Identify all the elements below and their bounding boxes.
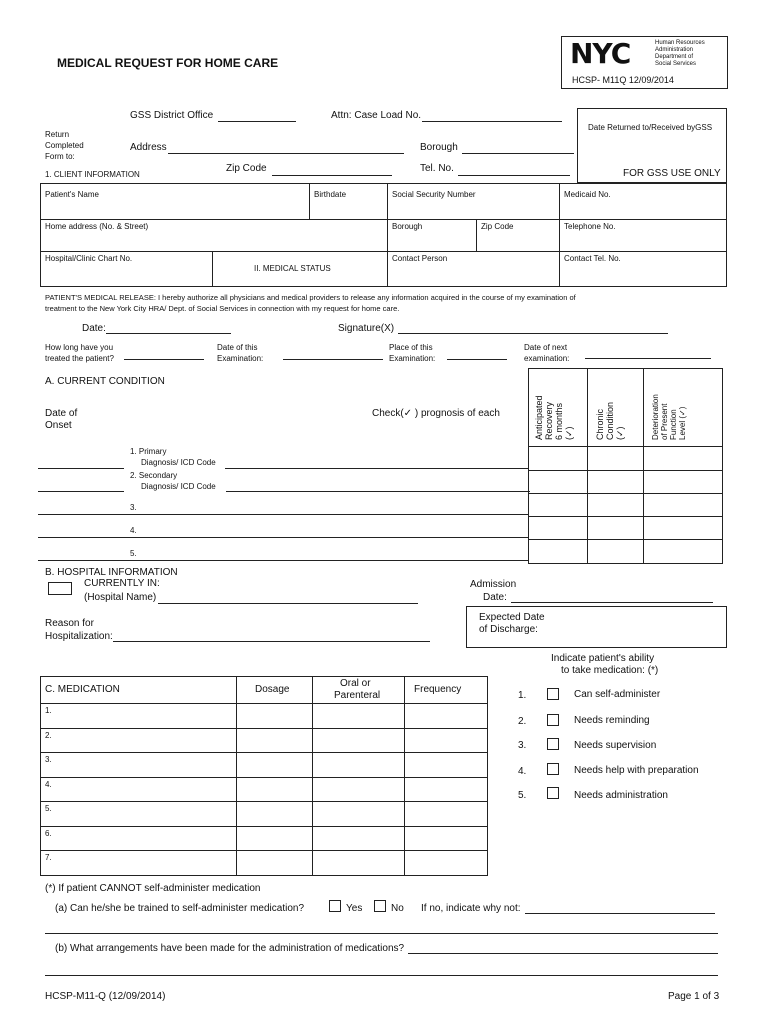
ability-label-2: to take medication: (*) <box>561 665 659 676</box>
hospital-name-label: (Hospital Name) <box>84 592 157 603</box>
date-returned-label: Date Returned to/Received byGSS <box>588 123 713 132</box>
if-no-label: If no, indicate why not: <box>421 903 521 914</box>
current-condition-title: A. CURRENT CONDITION <box>45 376 165 387</box>
frequency-header: Frequency <box>414 684 462 695</box>
footer-page-number: Page 1 of 3 <box>668 991 720 1002</box>
secondary-diagnosis-field[interactable] <box>226 491 530 492</box>
currently-in-label: CURRENTLY IN: <box>84 578 160 589</box>
ability-option-4-checkbox[interactable] <box>547 763 559 775</box>
date-exam-field[interactable] <box>283 359 383 360</box>
discharge-box[interactable] <box>466 606 727 648</box>
condition-row-4-label: 4. <box>130 526 137 535</box>
chart-no-field[interactable]: Hospital/Clinic Chart No. <box>45 254 133 263</box>
admission-date-field[interactable] <box>511 602 713 603</box>
address-label: Address <box>130 142 167 153</box>
client-borough-field[interactable]: Borough <box>392 222 423 231</box>
return-label-1: Return <box>45 130 70 139</box>
medication-row-3[interactable]: 3. <box>45 755 52 764</box>
reason-field[interactable] <box>113 641 430 642</box>
condition-row-3-field[interactable] <box>38 514 528 515</box>
signature-label: Signature(X) <box>338 323 395 334</box>
release-text-2: treatment to the New York City HRA/ Dept. of Social Services in connection with my request for home care. <box>45 304 400 313</box>
secondary-label-1: 2. Secondary <box>130 471 178 480</box>
primary-label-2: Diagnosis/ ICD Code <box>141 458 216 467</box>
place-exam-field[interactable] <box>447 359 507 360</box>
no-checkbox[interactable] <box>374 900 386 912</box>
ability-option-5-label: Needs administration <box>574 790 668 801</box>
discharge-label-2: of Discharge: <box>479 624 538 635</box>
medication-row-4[interactable]: 4. <box>45 780 52 789</box>
nyc-logo: NYC <box>570 37 631 70</box>
ability-option-4-label: Needs help with preparation <box>574 765 699 776</box>
gss-office-label: GSS District Office <box>130 110 214 121</box>
medication-row-1[interactable]: 1. <box>45 706 52 715</box>
borough-field[interactable] <box>462 153 574 154</box>
no-label: No <box>391 903 404 914</box>
case-load-field[interactable] <box>422 121 562 122</box>
ability-option-3-label: Needs supervision <box>574 740 657 751</box>
condition-row-5-label: 5. <box>130 549 137 558</box>
condition-row-5-field[interactable] <box>38 560 528 561</box>
primary-label-1: 1. Primary <box>130 447 167 456</box>
release-date-field[interactable] <box>106 333 231 334</box>
question-b-field[interactable] <box>408 953 718 954</box>
if-no-field-continued[interactable] <box>45 933 718 934</box>
telephone-field[interactable]: Telephone No. <box>564 222 616 231</box>
zip-label: Zip Code <box>226 163 267 174</box>
ability-option-3-checkbox[interactable] <box>547 738 559 750</box>
footer-form-id: HCSP-M11-Q (12/09/2014) <box>45 991 166 1002</box>
ability-option-5-checkbox[interactable] <box>547 787 559 799</box>
yes-label: Yes <box>346 903 363 914</box>
primary-onset-field[interactable] <box>38 468 124 469</box>
date-onset-label-1: Date of <box>45 408 78 419</box>
question-b-field-continued[interactable] <box>45 975 718 976</box>
medication-table <box>40 676 488 876</box>
medication-title: C. MEDICATION <box>45 684 120 695</box>
contact-tel-field[interactable]: Contact Tel. No. <box>564 254 621 263</box>
medication-row-7[interactable]: 7. <box>45 853 52 862</box>
release-text-1: PATIENT'S MEDICAL RELEASE: I hereby authorize all physicians and medical providers to release any information acquired in the course of my examination of <box>45 293 576 302</box>
ability-option-3-num: 3. <box>518 740 527 751</box>
ability-option-1-checkbox[interactable] <box>547 688 559 700</box>
currently-in-checkbox[interactable] <box>48 582 72 595</box>
how-long-label-2: treated the patient? <box>45 354 114 363</box>
oral-header-1: Oral or <box>340 678 371 689</box>
agency-logo-box <box>561 36 728 89</box>
tel-label: Tel. No. <box>420 163 454 174</box>
condition-row-4-field[interactable] <box>38 537 528 538</box>
discharge-label-1: Expected Date <box>479 612 545 623</box>
return-label-2: Completed <box>45 141 84 150</box>
agency-name-1: Human Resources <box>655 40 705 46</box>
gss-use-box <box>577 108 727 183</box>
borough-label: Borough <box>420 142 458 153</box>
address-field[interactable] <box>168 153 404 154</box>
agency-name-4: Social Services <box>655 61 697 67</box>
agency-name-3: Department of <box>655 54 694 60</box>
client-info-table <box>40 183 727 287</box>
dosage-header: Dosage <box>255 684 290 695</box>
col-anticipated-header: Anticipated Recovery 6 months (✓) <box>534 395 574 440</box>
yes-checkbox[interactable] <box>329 900 341 912</box>
place-exam-label-1: Place of this <box>389 343 433 352</box>
attn-label: Attn: Case Load No. <box>331 110 422 121</box>
question-b-label: (b) What arrangements have been made for the administration of medications? <box>55 943 405 954</box>
gss-office-field[interactable] <box>218 121 296 122</box>
page-title: MEDICAL REQUEST FOR HOME CARE <box>57 56 279 70</box>
medical-status-heading: II. MEDICAL STATUS <box>254 264 331 273</box>
how-long-label-1: How long have you <box>45 343 114 352</box>
return-label-3: Form to: <box>45 152 75 161</box>
how-long-field[interactable] <box>124 359 204 360</box>
home-address-field[interactable]: Home address (No. & Street) <box>45 222 149 231</box>
birthdate-field[interactable]: Birthdate <box>314 190 347 199</box>
zip-field[interactable] <box>272 175 392 176</box>
ability-option-2-label: Needs reminding <box>574 715 650 726</box>
medication-row-2[interactable]: 2. <box>45 731 52 740</box>
client-info-title: 1. CLIENT INFORMATION <box>45 170 140 179</box>
date-exam-label-1: Date of this <box>217 343 258 352</box>
place-exam-label-2: Examination: <box>389 354 436 363</box>
primary-diagnosis-field[interactable] <box>225 468 528 469</box>
question-a-label: (a) Can he/she be trained to self-administer medication? <box>55 903 305 914</box>
col-chronic-header: Chronic Condition (✓) <box>595 401 625 440</box>
ability-option-1-num: 1. <box>518 690 527 701</box>
hospital-name-field[interactable] <box>158 603 418 604</box>
agency-name-2: Administration <box>655 47 694 53</box>
next-exam-label-2: examination: <box>524 354 570 363</box>
release-date-label: Date: <box>82 323 106 334</box>
admission-label-2: Date: <box>483 592 507 603</box>
admission-label-1: Admission <box>470 579 517 590</box>
ability-option-5-num: 5. <box>518 790 527 801</box>
ability-option-2-num: 2. <box>518 716 527 727</box>
patient-name-field[interactable]: Patient's Name <box>45 190 99 199</box>
ability-option-2-checkbox[interactable] <box>547 714 559 726</box>
if-no-field[interactable] <box>525 913 715 914</box>
ability-option-4-num: 4. <box>518 766 527 777</box>
col-deterioration-header: Deterioration of Present Function Level (✓) <box>651 394 687 440</box>
form-code: HCSP- M11Q 12/09/2014 <box>572 75 674 85</box>
self-admin-note: (*) If patient CANNOT self-administer medication <box>45 883 261 894</box>
check-prognosis-label: Check(✓ ) prognosis of each <box>372 408 500 419</box>
medicaid-field[interactable]: Medicaid No. <box>564 190 611 199</box>
reason-label-2: Hospitalization: <box>45 631 113 642</box>
oral-header-2: Parenteral <box>334 690 381 701</box>
signature-field[interactable] <box>398 333 668 334</box>
date-exam-label-2: Examination: <box>217 354 264 363</box>
gss-use-label: FOR GSS USE ONLY <box>623 168 721 179</box>
date-onset-label-2: Onset <box>45 420 72 431</box>
medication-row-5[interactable]: 5. <box>45 804 52 813</box>
tel-field[interactable] <box>458 175 570 176</box>
reason-label-1: Reason for <box>45 618 94 629</box>
contact-person-field[interactable]: Contact Person <box>392 254 448 263</box>
condition-row-3-label: 3. <box>130 503 137 512</box>
secondary-label-2: Diagnosis/ ICD Code <box>141 482 216 491</box>
hospital-title: B. HOSPITAL INFORMATION <box>45 567 178 578</box>
secondary-onset-field[interactable] <box>38 491 124 492</box>
medication-row-6[interactable]: 6. <box>45 829 52 838</box>
ability-option-1-label: Can self-administer <box>574 689 661 700</box>
next-exam-label-1: Date of next <box>524 343 568 352</box>
ssn-field[interactable]: Social Security Number <box>392 190 476 199</box>
client-zip-field[interactable]: Zip Code <box>481 222 514 231</box>
next-exam-field[interactable] <box>585 358 711 359</box>
ability-label-1: Indicate patient's ability <box>551 653 655 664</box>
